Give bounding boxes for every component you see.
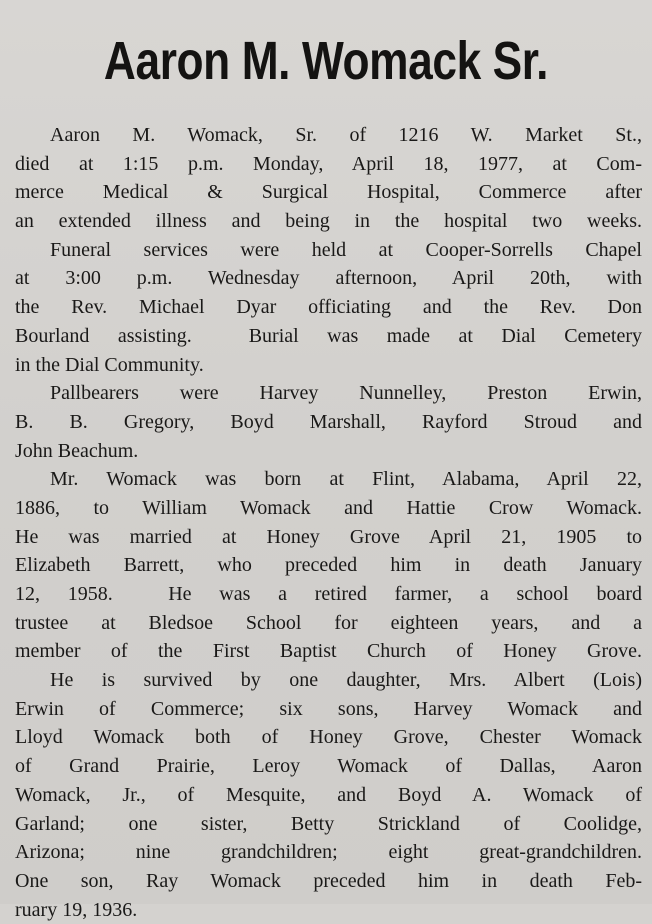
text-line: died at 1:15 p.m. Monday, April 18, 1977, at Com- xyxy=(15,152,642,175)
text-line: Garland; one sister, Betty Strickland of Coolidge, xyxy=(15,812,642,835)
text-line: in the Dial Community. xyxy=(15,353,204,376)
text-line: 12, 1958. He was a retired farmer, a school board xyxy=(15,583,642,605)
paragraph-survivors xyxy=(15,666,642,924)
text-line: Lloyd Womack both of Honey Grove, Chester Womack xyxy=(15,726,642,749)
paragraph-funeral-services xyxy=(15,236,642,379)
text-line: an extended illness and being in the hospital two weeks. xyxy=(15,210,642,233)
text-line: Mr. Womack was born at Flint, Alabama, April 22, xyxy=(50,468,642,491)
text-line: member of the First Baptist Church of Honey Grove. xyxy=(15,640,642,663)
text-line: One son, Ray Womack preceded him in death Feb- xyxy=(15,869,642,892)
text-line: John Beachum. xyxy=(15,439,139,462)
text-line: He was married at Honey Grove April 21, 1905 to xyxy=(15,525,642,548)
text-line: trustee at Bledsoe School for eighteen years, and a xyxy=(15,611,642,634)
obituary-body xyxy=(15,121,642,924)
text-line: ruary 19, 1936. xyxy=(15,898,138,921)
text-line: Arizona; nine grandchildren; eight great-grandchildren. xyxy=(15,841,642,864)
paragraph-biography xyxy=(15,465,642,666)
text-line: Erwin of Commerce; six sons, Harvey Womack and xyxy=(15,697,642,720)
text-line: Elizabeth Barrett, who preceded him in death January xyxy=(15,554,642,577)
text-line: merce Medical & Surgical Hospital, Commerce after xyxy=(15,181,642,204)
paragraph-death-notice xyxy=(15,121,642,236)
text-line: He is survived by one daughter, Mrs. Albert (Lois) xyxy=(50,669,642,692)
text-line: Funeral services were held at Cooper-Sorrells Chapel xyxy=(50,238,642,261)
text-line: Aaron M. Womack, Sr. of 1216 W. Market St., xyxy=(50,124,642,146)
text-line: the Rev. Michael Dyar officiating and the Rev. Don xyxy=(15,296,642,319)
text-line: Bourland assisting. Burial was made at Dial Cemetery xyxy=(15,324,642,347)
obituary-headline: Aaron M. Womack Sr. xyxy=(103,31,549,91)
text-line: Womack, Jr., of Mesquite, and Boyd A. Womack of xyxy=(15,783,642,806)
text-line: 1886, to William Womack and Hattie Crow Womack. xyxy=(15,496,642,519)
text-line: B. B. Gregory, Boyd Marshall, Rayford Stroud and xyxy=(15,410,642,433)
paragraph-pallbearers xyxy=(15,379,642,465)
text-line: of Grand Prairie, Leroy Womack of Dallas, Aaron xyxy=(15,755,642,778)
text-line: at 3:00 p.m. Wednesday afternoon, April 20th, with xyxy=(15,267,642,290)
text-line: Pallbearers were Harvey Nunnelley, Preston Erwin, xyxy=(50,382,642,405)
